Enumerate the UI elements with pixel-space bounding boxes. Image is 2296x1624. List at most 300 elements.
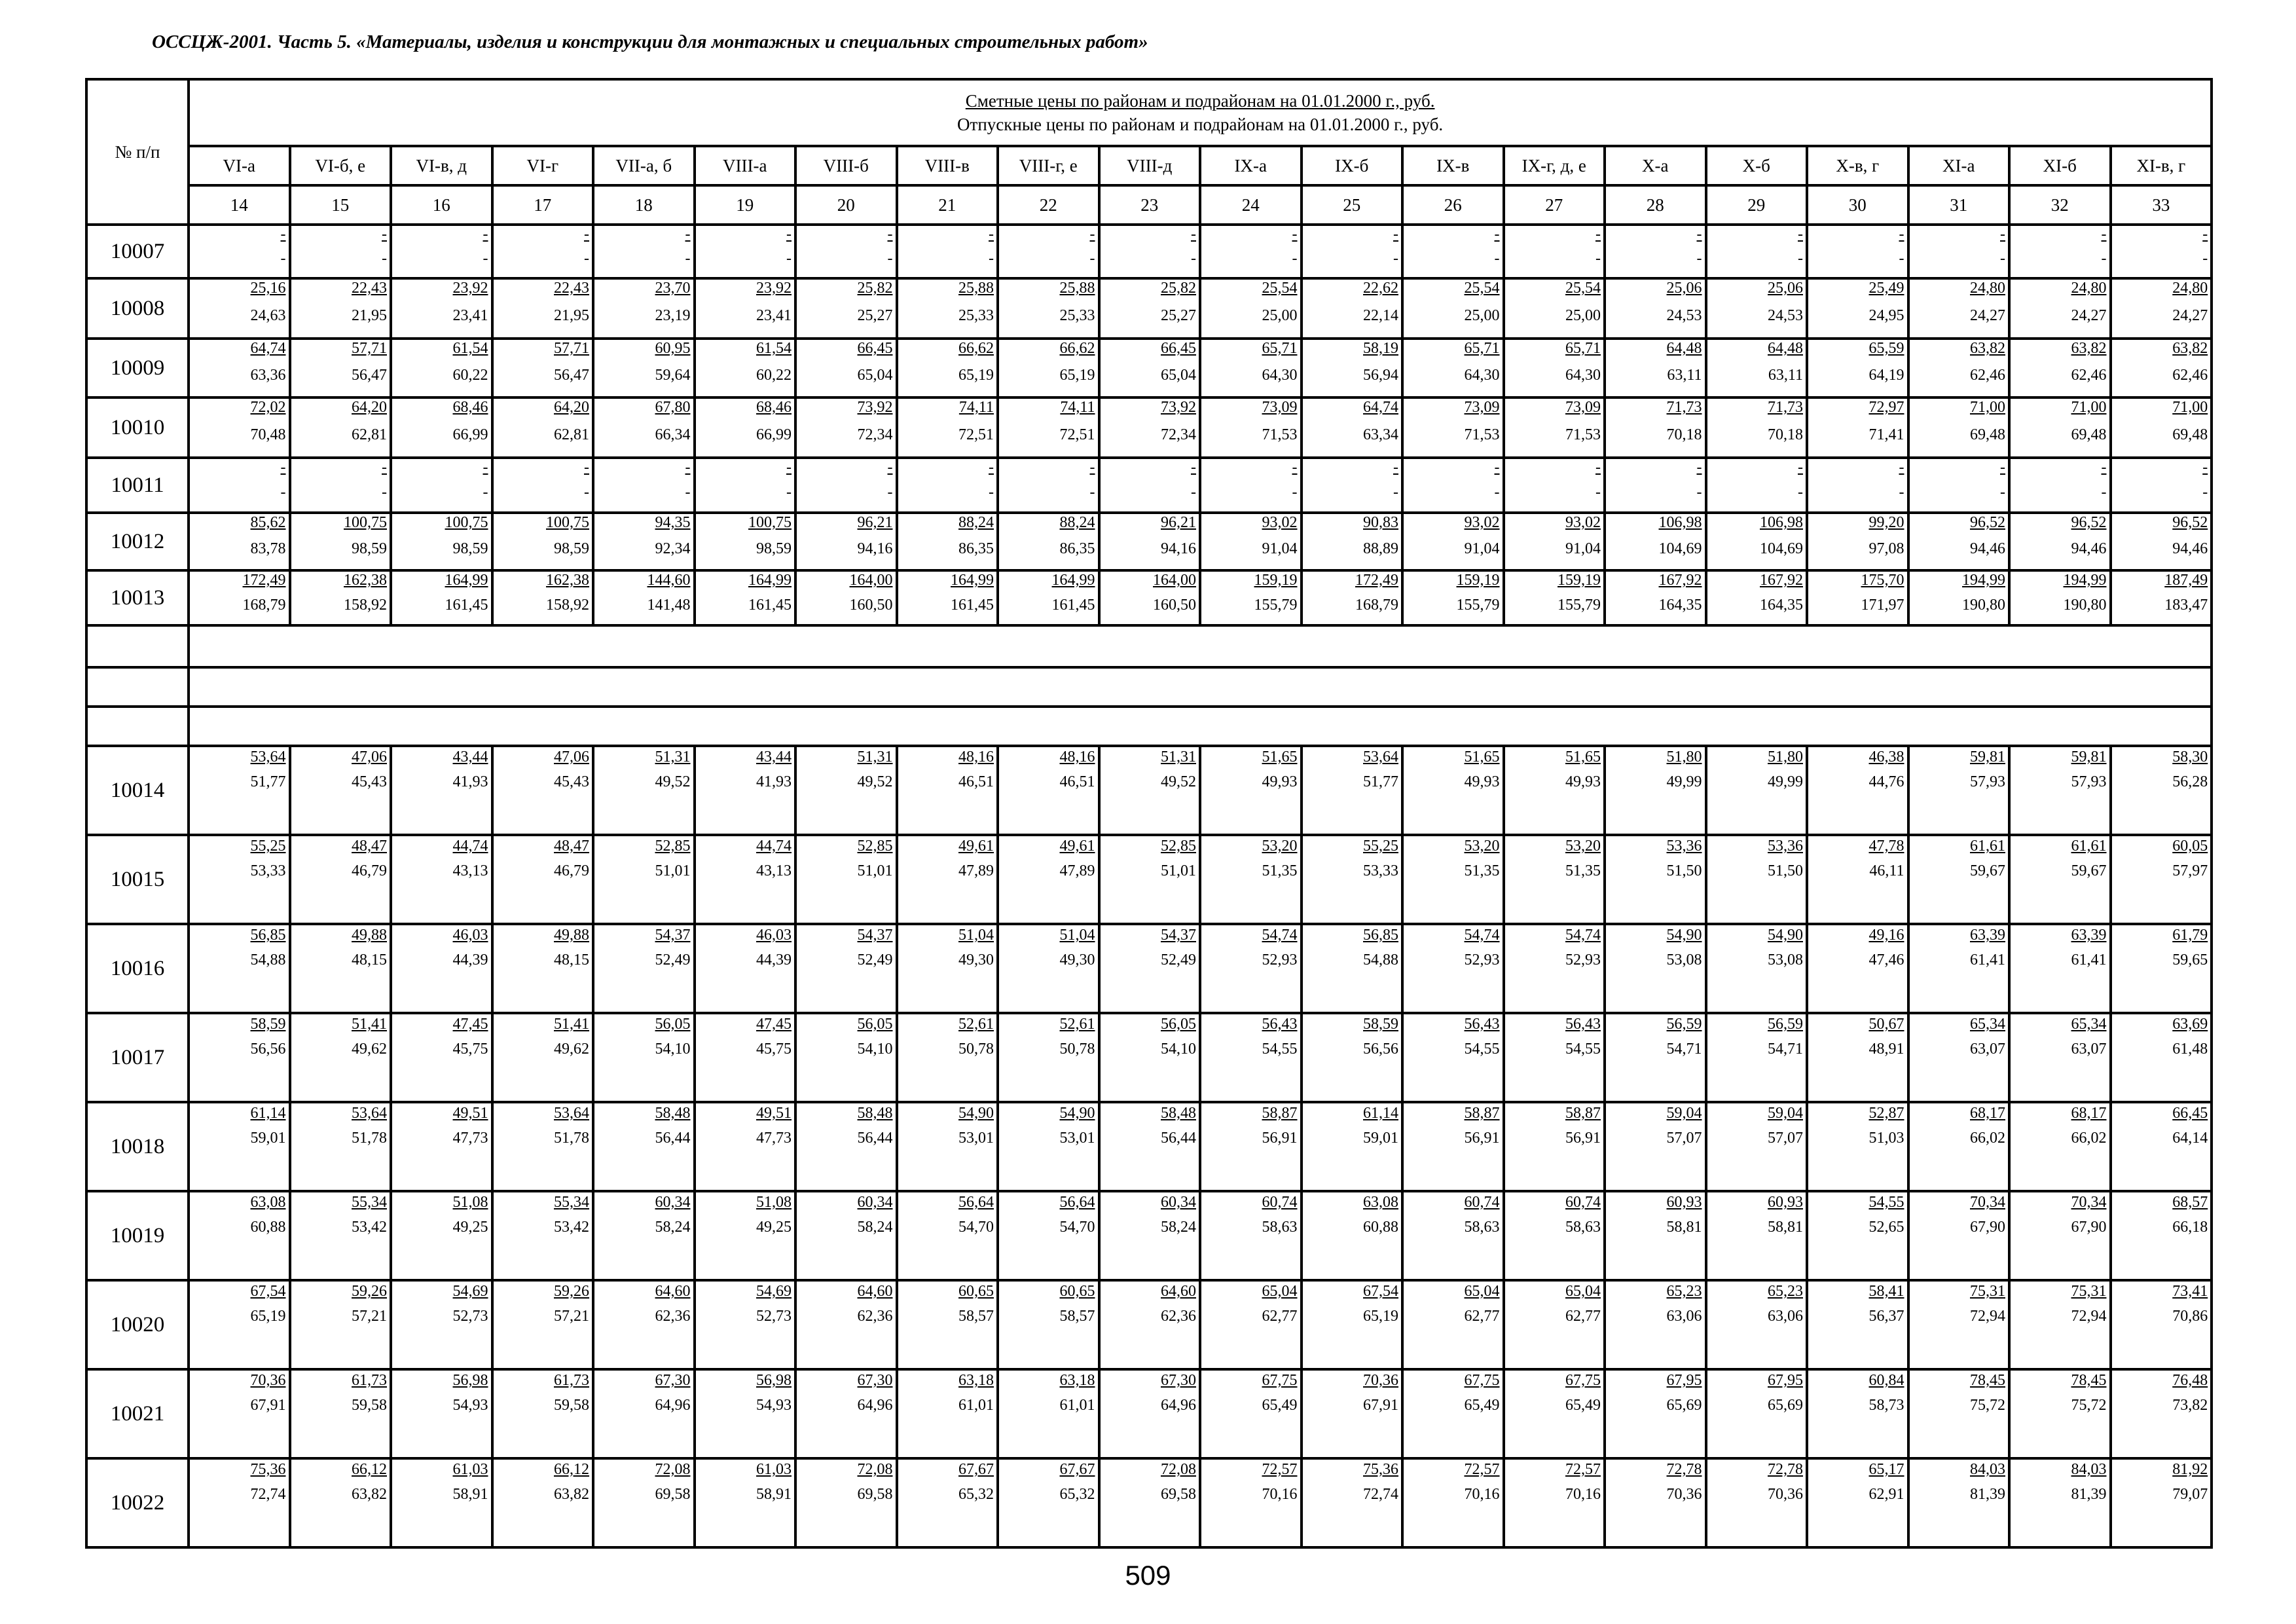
release-price: 49,52 [857, 773, 893, 790]
estimate-price: 25,49 [1868, 280, 1904, 297]
release-price: 54,88 [250, 951, 286, 969]
price-cell [998, 397, 1099, 458]
price-cell [795, 458, 897, 513]
estimate-price: 25,16 [250, 280, 286, 297]
estimate-price: 66,62 [958, 340, 994, 357]
release-price: 24,95 [1868, 307, 1904, 324]
release-price: 94,46 [1970, 540, 2005, 557]
price-cell [795, 1280, 897, 1369]
price-cell [1807, 924, 1908, 1013]
release-price: 98,59 [452, 540, 488, 557]
column-number-13: 26 [1402, 185, 1504, 225]
estimate-price: 24,80 [1970, 280, 2005, 297]
release-price: 46,51 [1059, 773, 1095, 790]
price-cell [1099, 1191, 1201, 1280]
release-price: 65,04 [1161, 367, 1196, 384]
price-cell [492, 746, 594, 835]
table-row [86, 835, 2212, 924]
price-cell [189, 1191, 290, 1280]
estimate-price: 61,14 [250, 1105, 286, 1122]
price-cell [1402, 458, 1504, 513]
estimate-price: 61,03 [756, 1461, 792, 1478]
price-cell [593, 397, 695, 458]
release-price: - [2202, 484, 2208, 501]
estimate-price: 63,39 [1970, 927, 2005, 944]
release-price: 23,41 [756, 307, 792, 324]
price-cell [593, 1458, 695, 1547]
price-cell [695, 746, 796, 835]
release-price: 45,75 [756, 1041, 792, 1058]
price-cell [2009, 1458, 2111, 1547]
price-cell [1200, 397, 1302, 458]
table-row [86, 513, 2212, 570]
release-price: 49,99 [1666, 773, 1702, 790]
price-cell [189, 1458, 290, 1547]
release-price: 64,30 [1262, 367, 1298, 384]
release-price: 161,45 [445, 597, 488, 614]
price-cell [2009, 835, 2111, 924]
price-cell [391, 278, 492, 339]
estimate-price: 54,69 [452, 1283, 488, 1300]
price-cell [1099, 1013, 1201, 1102]
estimate-price: 59,04 [1666, 1105, 1702, 1122]
release-price: 53,42 [352, 1219, 387, 1236]
release-price: - [1393, 484, 1398, 501]
release-price: 59,65 [2172, 951, 2208, 969]
release-price: 51,01 [857, 862, 893, 879]
estimate-price: 106,98 [1760, 514, 1803, 531]
release-price: 53,08 [1768, 951, 1803, 969]
estimate-price: 66,45 [1161, 340, 1196, 357]
estimate-price: 144,60 [647, 572, 691, 589]
price-cell [1200, 1458, 1302, 1547]
column-number-11: 24 [1200, 185, 1302, 225]
price-cell [1605, 513, 1706, 570]
estimate-price: 24,80 [2071, 280, 2107, 297]
estimate-price: 66,45 [2172, 1105, 2208, 1122]
estimate-price: 72,57 [1565, 1461, 1601, 1478]
release-price: 41,93 [756, 773, 792, 790]
estimate-price: 100,75 [344, 514, 387, 531]
release-price: 64,30 [1464, 367, 1500, 384]
price-cell [1706, 458, 1808, 513]
release-price: 24,27 [1970, 307, 2005, 324]
price-cell [1099, 458, 1201, 513]
release-price: 56,37 [1868, 1308, 1904, 1325]
release-price: - [280, 250, 286, 267]
estimate-price: 53,20 [1565, 838, 1601, 855]
region-code-6: VIII-а [695, 146, 796, 185]
release-price: 160,50 [1153, 597, 1196, 614]
estimate-price: 66,12 [554, 1461, 589, 1478]
table-row [86, 397, 2212, 458]
price-cell [998, 1458, 1099, 1547]
estimate-price: - [2000, 459, 2005, 476]
price-cell [1706, 1280, 1808, 1369]
column-number-3: 16 [391, 185, 492, 225]
row-id: 10021 [86, 1369, 189, 1458]
release-price: 48,15 [554, 951, 589, 969]
empty-cell [86, 625, 189, 667]
price-cell [1807, 1458, 1908, 1547]
estimate-price: 58,59 [250, 1016, 286, 1033]
price-cell [189, 339, 290, 397]
price-cell [2111, 924, 2212, 1013]
price-cell [1200, 835, 1302, 924]
column-numbers-row [86, 185, 2212, 225]
release-price: 54,55 [1262, 1041, 1298, 1058]
release-price: - [1899, 250, 1904, 267]
price-cell [2009, 1102, 2111, 1191]
release-prices-title: Отпускные цены по районам и подрайонам на 01.01.2000 г., руб. [957, 115, 1444, 134]
price-cell [1605, 1191, 1706, 1280]
estimate-price: 65,04 [1262, 1283, 1298, 1300]
estimate-price: - [1696, 226, 1702, 243]
estimate-price: 48,16 [1059, 748, 1095, 766]
price-cell [1706, 513, 1808, 570]
release-price: 86,35 [1059, 540, 1095, 557]
column-number-15: 28 [1605, 185, 1706, 225]
price-cell [2009, 1191, 2111, 1280]
estimate-price: 64,48 [1768, 340, 1803, 357]
release-price: 64,30 [1565, 367, 1601, 384]
row-id: 10016 [86, 924, 189, 1013]
column-number-19: 32 [2009, 185, 2111, 225]
price-cell [1807, 1369, 1908, 1458]
estimate-price: 64,48 [1666, 340, 1702, 357]
price-cell [391, 1102, 492, 1191]
release-price: 25,00 [1565, 307, 1601, 324]
price-cell [1099, 1102, 1201, 1191]
estimate-price: 58,87 [1464, 1105, 1500, 1122]
price-cell [1504, 397, 1605, 458]
release-price: - [1292, 484, 1298, 501]
price-cell [1099, 924, 1201, 1013]
release-price: 72,74 [250, 1486, 286, 1503]
estimate-price: 74,11 [958, 399, 994, 416]
estimate-price: 54,90 [1059, 1105, 1095, 1122]
price-cell [1402, 513, 1504, 570]
release-price: - [2000, 250, 2005, 267]
estimate-price: 55,34 [554, 1194, 589, 1211]
estimate-price: 88,24 [1059, 514, 1095, 531]
release-price: 49,30 [1059, 951, 1095, 969]
row-id: 10007 [86, 225, 189, 278]
estimate-price: - [1292, 226, 1298, 243]
column-number-8: 21 [897, 185, 998, 225]
estimate-price: 56,05 [857, 1016, 893, 1033]
price-cell [795, 1191, 897, 1280]
price-cell [593, 835, 695, 924]
price-cell [593, 458, 695, 513]
estimate-price: 61,54 [756, 340, 792, 357]
estimate-price: 60,74 [1464, 1194, 1500, 1211]
table-row [86, 225, 2212, 278]
release-price: 49,30 [958, 951, 994, 969]
release-price: - [887, 250, 893, 267]
estimate-price: 47,45 [756, 1016, 792, 1033]
price-cell [695, 924, 796, 1013]
region-code-19: XI-б [2009, 146, 2111, 185]
estimate-price: 59,26 [554, 1283, 589, 1300]
release-price: 59,01 [250, 1130, 286, 1147]
estimate-price: - [280, 226, 286, 243]
release-price: 62,81 [554, 426, 589, 443]
price-cell [492, 278, 594, 339]
region-code-18: XI-а [1908, 146, 2010, 185]
empty-cell [189, 625, 2212, 667]
release-price: 54,93 [452, 1397, 488, 1414]
release-price: 75,72 [2071, 1397, 2107, 1414]
estimate-price: 54,74 [1464, 927, 1500, 944]
estimate-price: 25,54 [1464, 280, 1500, 297]
price-cell [1504, 278, 1605, 339]
table-row [86, 924, 2212, 1013]
release-price: 60,22 [756, 367, 792, 384]
estimate-price: - [685, 226, 691, 243]
estimate-price: 56,59 [1666, 1016, 1702, 1033]
estimate-price: 51,80 [1666, 748, 1702, 766]
release-price: 56,47 [352, 367, 387, 384]
estimate-price: - [1191, 226, 1196, 243]
estimate-price: 72,97 [1868, 399, 1904, 416]
price-cell [1200, 1369, 1302, 1458]
release-price: 62,77 [1262, 1308, 1298, 1325]
price-cell [492, 1369, 594, 1458]
price-cell [1908, 1280, 2010, 1369]
release-price: 62,46 [2071, 367, 2107, 384]
release-price: 59,58 [554, 1397, 589, 1414]
release-price: 44,39 [756, 951, 792, 969]
estimate-price: 23,92 [452, 280, 488, 297]
estimate-price: 67,75 [1565, 1372, 1601, 1389]
price-cell [1504, 225, 1605, 278]
release-price: 65,04 [857, 367, 893, 384]
price-cell [391, 1191, 492, 1280]
release-price: 58,24 [655, 1219, 691, 1236]
estimate-price: 70,34 [1970, 1194, 2005, 1211]
estimate-price: 58,19 [1363, 340, 1398, 357]
table-title [189, 79, 2212, 146]
estimate-price: 52,85 [857, 838, 893, 855]
estimate-price: 56,05 [655, 1016, 691, 1033]
column-number-14: 27 [1504, 185, 1605, 225]
estimate-price: 53,64 [554, 1105, 589, 1122]
estimate-price: 58,48 [655, 1105, 691, 1122]
release-price: 72,74 [1363, 1486, 1398, 1503]
estimate-price: 58,48 [857, 1105, 893, 1122]
release-price: 81,39 [2071, 1486, 2107, 1503]
price-cell [492, 1102, 594, 1191]
price-cell [2111, 1013, 2212, 1102]
price-cell [897, 746, 998, 835]
price-cell [2009, 339, 2111, 397]
estimate-price: 49,61 [1059, 838, 1095, 855]
estimate-price: 96,52 [2071, 514, 2107, 531]
release-price: 56,47 [554, 367, 589, 384]
estimate-price: - [1292, 459, 1298, 476]
price-cell [897, 1369, 998, 1458]
release-price: 94,46 [2071, 540, 2107, 557]
price-cell [2009, 1280, 2111, 1369]
release-price: 60,88 [1363, 1219, 1398, 1236]
estimate-price: 59,04 [1768, 1105, 1803, 1122]
estimate-price: 100,75 [546, 514, 589, 531]
estimate-price: 67,95 [1666, 1372, 1702, 1389]
release-price: 44,76 [1868, 773, 1904, 790]
release-price: 22,14 [1363, 307, 1398, 324]
estimate-price: 99,20 [1868, 514, 1904, 531]
release-price: 52,73 [756, 1308, 792, 1325]
estimate-price: 53,36 [1666, 838, 1702, 855]
release-price: 61,41 [2071, 951, 2107, 969]
price-cell [189, 458, 290, 513]
price-cell [998, 1369, 1099, 1458]
release-price: 51,77 [1363, 773, 1398, 790]
price-cell [1302, 278, 1403, 339]
estimate-price: 72,08 [655, 1461, 691, 1478]
price-cell [593, 1191, 695, 1280]
estimate-price: 73,09 [1565, 399, 1601, 416]
estimate-price: 68,46 [452, 399, 488, 416]
price-cell [1302, 1369, 1403, 1458]
estimate-price: 70,36 [1363, 1372, 1398, 1389]
estimate-price: 25,54 [1565, 280, 1601, 297]
column-number-2: 15 [290, 185, 392, 225]
release-price: 183,47 [2164, 597, 2208, 614]
release-price: 49,99 [1768, 773, 1803, 790]
row-id: 10013 [86, 570, 189, 625]
estimate-price: 66,62 [1059, 340, 1095, 357]
release-price: - [1191, 250, 1196, 267]
price-cell [1402, 1013, 1504, 1102]
estimate-price: 71,00 [2071, 399, 2107, 416]
estimate-price: 68,46 [756, 399, 792, 416]
estimate-price: 75,31 [2071, 1283, 2107, 1300]
estimate-price: 65,34 [2071, 1016, 2107, 1033]
price-cell [290, 339, 392, 397]
price-cell [2111, 1280, 2212, 1369]
table-row [86, 1191, 2212, 1280]
price-cell [897, 1102, 998, 1191]
estimate-price: - [382, 459, 387, 476]
estimate-price: 93,02 [1464, 514, 1500, 531]
estimate-price: - [989, 459, 994, 476]
price-cell [492, 458, 594, 513]
price-cell [492, 397, 594, 458]
release-price: 67,90 [2071, 1219, 2107, 1236]
estimate-price: 56,59 [1768, 1016, 1803, 1033]
release-price: - [382, 250, 387, 267]
estimate-price: 55,34 [352, 1194, 387, 1211]
release-price: 58,63 [1464, 1219, 1500, 1236]
release-price: 23,41 [452, 307, 488, 324]
release-price: 57,07 [1768, 1130, 1803, 1147]
release-price: 64,14 [2172, 1130, 2208, 1147]
release-price: 72,34 [1161, 426, 1196, 443]
release-price: 63,07 [1970, 1041, 2005, 1058]
estimate-price: 75,36 [1363, 1461, 1398, 1478]
price-cell [1807, 1191, 1908, 1280]
price-cell [189, 1369, 290, 1458]
price-cell [695, 835, 796, 924]
estimate-price: 60,74 [1565, 1194, 1601, 1211]
estimate-price: 74,11 [1060, 399, 1095, 416]
estimate-price: 60,65 [958, 1283, 994, 1300]
release-price: - [685, 484, 691, 501]
estimate-price: 51,31 [1161, 748, 1196, 766]
price-cell [593, 746, 695, 835]
release-price: 51,35 [1262, 862, 1298, 879]
release-price: 70,86 [2172, 1308, 2208, 1325]
release-price: - [1899, 484, 1904, 501]
price-cell [2111, 1369, 2212, 1458]
estimate-price: 52,85 [1161, 838, 1196, 855]
estimate-price: 64,20 [352, 399, 387, 416]
release-price: 65,32 [958, 1486, 994, 1503]
price-cell [1504, 1191, 1605, 1280]
release-price: 71,53 [1262, 426, 1298, 443]
release-price: 25,27 [1161, 307, 1196, 324]
estimate-price: 94,35 [655, 514, 691, 531]
release-price: 66,34 [655, 426, 691, 443]
price-cell [2111, 225, 2212, 278]
estimate-price: 25,54 [1262, 280, 1298, 297]
price-cell [2009, 225, 2111, 278]
release-price: 71,53 [1565, 426, 1601, 443]
estimate-price: 72,78 [1768, 1461, 1803, 1478]
release-price: 160,50 [849, 597, 893, 614]
price-cell [695, 278, 796, 339]
price-cell [492, 339, 594, 397]
estimate-price: 56,43 [1464, 1016, 1500, 1033]
release-price: 65,19 [1363, 1308, 1398, 1325]
estimate-price: 52,85 [655, 838, 691, 855]
price-cell [1504, 1013, 1605, 1102]
estimate-price: 68,17 [2071, 1105, 2107, 1122]
price-cell [695, 513, 796, 570]
estimate-price: 65,23 [1666, 1283, 1702, 1300]
region-code-9: VIII-г, е [998, 146, 1099, 185]
price-cell [290, 1458, 392, 1547]
release-price: - [2202, 250, 2208, 267]
release-price: 70,18 [1666, 426, 1702, 443]
release-price: 64,96 [1161, 1397, 1196, 1414]
estimate-price: - [1899, 226, 1904, 243]
release-price: 161,45 [748, 597, 792, 614]
price-cell [795, 225, 897, 278]
release-price: 155,79 [1558, 597, 1601, 614]
region-code-3: VI-в, д [391, 146, 492, 185]
estimate-price: 63,39 [2071, 927, 2107, 944]
release-price: 53,42 [554, 1219, 589, 1236]
estimate-price: 53,64 [1363, 748, 1398, 766]
estimate-price: 54,90 [1666, 927, 1702, 944]
estimate-price: 51,04 [958, 927, 994, 944]
column-number-17: 30 [1807, 185, 1908, 225]
estimate-price: 50,67 [1868, 1016, 1904, 1033]
region-code-2: VI-б, е [290, 146, 392, 185]
release-price: 161,45 [1051, 597, 1095, 614]
estimate-price: 64,60 [1161, 1283, 1196, 1300]
estimate-price: 49,16 [1868, 927, 1904, 944]
estimate-price: 60,34 [1161, 1194, 1196, 1211]
estimate-price: 72,02 [250, 399, 286, 416]
release-price: 65,19 [1059, 367, 1095, 384]
price-cell [290, 924, 392, 1013]
region-code-4: VI-г [492, 146, 594, 185]
price-cell [1605, 924, 1706, 1013]
